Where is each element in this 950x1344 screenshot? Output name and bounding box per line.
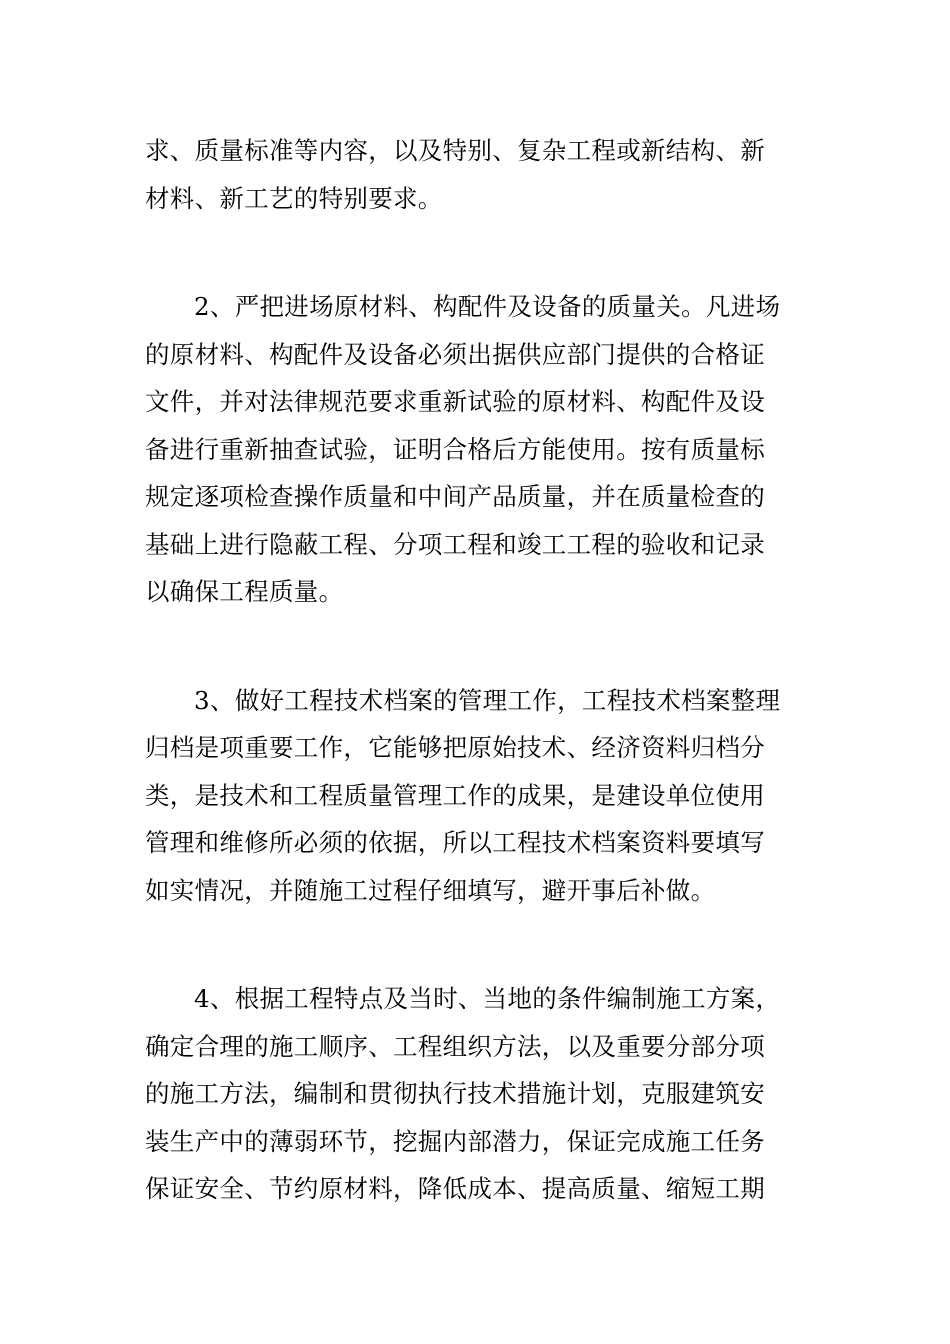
text-line: 类，是技术和工程质量管理工作的成果，是建设单位使用 — [145, 780, 765, 810]
text-line: 装生产中的薄弱环节，挖掘内部潜力，保证完成施工任务 — [145, 1126, 765, 1156]
text-line: 文件，并对法律规范要求重新试验的原材料、构配件及设 — [145, 387, 765, 416]
text-line: 规定逐项检查操作质量和中间产品质量，并在质量检查的 — [145, 482, 765, 511]
text-line: 求、质量标准等内容，以及特别、复杂工程或新结构、新 — [145, 136, 765, 165]
text-line: 3、做好工程技术档案的管理工作，工程技术档案整理 — [194, 685, 781, 715]
paragraph-1 — [145, 127, 810, 222]
text-line: 备进行重新抽查试验，证明合格后方能使用。按有质量标 — [145, 434, 765, 464]
text-line: 材料、新工艺的特别要求。 — [145, 183, 443, 213]
text-line: 4、根据工程特点及当时、当地的条件编制施工方案， — [194, 984, 781, 1013]
paragraph-4 — [145, 975, 810, 1213]
text-line: 确定合理的施工顺序、工程组织方法，以及重要分部分项 — [145, 1031, 765, 1061]
paragraph-spacer — [145, 914, 810, 975]
text-line: 保证安全、节约原材料，降低成本、提高质量、缩短工期 — [145, 1174, 765, 1203]
paragraph-spacer — [145, 222, 810, 283]
paragraph-3 — [145, 677, 810, 915]
text-line: 以确保工程质量。 — [145, 577, 344, 606]
text-line: 2、严把进场原材料、构配件及设备的质量关。凡进场 — [194, 292, 781, 321]
text-line: 基础上进行隐蔽工程、分项工程和竣工工程的验收和记录 — [145, 529, 765, 559]
text-line: 归档是项重要工作，它能够把原始技术、经济资料归档分 — [145, 733, 765, 762]
document-body — [145, 127, 810, 1213]
text-line: 管理和维修所必须的依据，所以工程技术档案资料要填写 — [145, 828, 765, 857]
paragraph-spacer — [145, 616, 810, 677]
text-line: 如实情况，并随施工过程仔细填写，避开事后补做。 — [145, 875, 716, 905]
text-line: 的施工方法，编制和贯彻执行技术措施计划，克服建筑安 — [145, 1079, 765, 1108]
text-line: 的原材料、构配件及设备必须出据供应部门提供的合格证 — [145, 339, 765, 369]
paragraph-2 — [145, 283, 810, 616]
